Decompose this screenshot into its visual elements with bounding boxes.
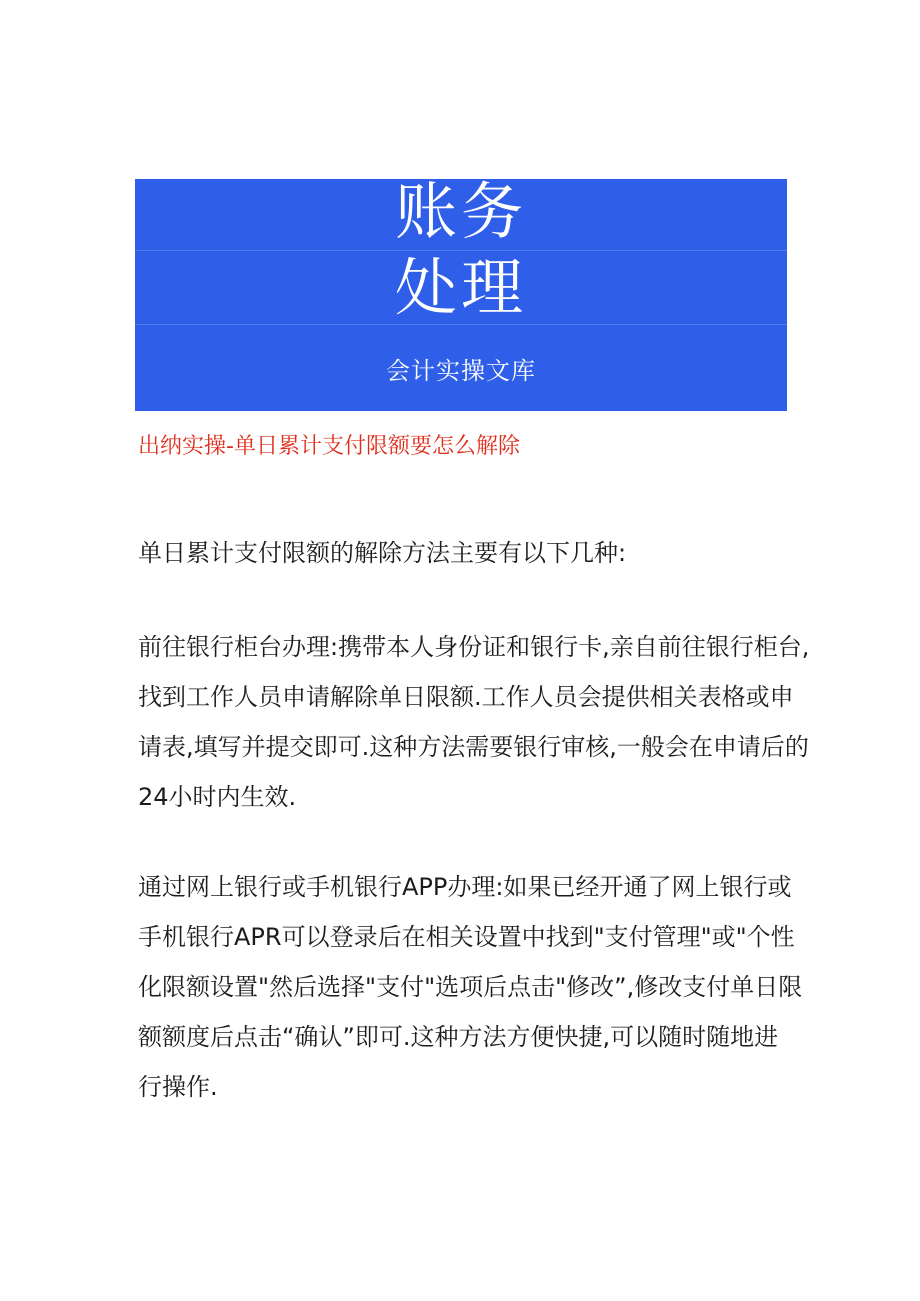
paragraph-intro [138, 528, 798, 578]
paragraph-line: 找到工作人员申请解除单日限额.工作人员会提供相关表格或申 [138, 683, 794, 711]
paragraph-bank-counter [138, 622, 810, 822]
paragraph-line: 通过网上银行或手机银行APP办理:如果已经开通了网上银行或 [138, 873, 792, 901]
paragraph-line: 手机银行APR可以登录后在相关设置中找到"支付管理"或"个性 [138, 923, 795, 951]
document-title: 出纳实操-单日累计支付限额要怎么解除 [138, 434, 520, 459]
banner-title-line2: 处理 [394, 251, 527, 324]
paragraph-online-banking [138, 862, 803, 1112]
banner-divider-line [135, 324, 787, 325]
banner-title-line1: 账务 [394, 179, 527, 248]
paragraph-line: 请表,填写并提交即可.这种方法需要银行审核,一般会在申请后的 [138, 733, 809, 761]
paragraph-line: 行操作. [138, 1073, 218, 1101]
paragraph-line: 额额度后点击“确认”即可.这种方法方便快捷,可以随时随地进 [138, 1023, 779, 1051]
cover-banner [135, 179, 787, 411]
paragraph-line: 化限额设置"然后选择"支付"选项后点击"修改”,修改支付单日限 [138, 973, 803, 1001]
paragraph-line: 前往银行柜台办理:携带本人身份证和银行卡,亲自前往银行柜台, [138, 633, 810, 661]
paragraph-line: 24小时内生效. [138, 783, 297, 811]
paragraph-line: 单日累计支付限额的解除方法主要有以下几种: [138, 539, 627, 567]
banner-subtitle: 会计实操文库 [386, 357, 536, 385]
